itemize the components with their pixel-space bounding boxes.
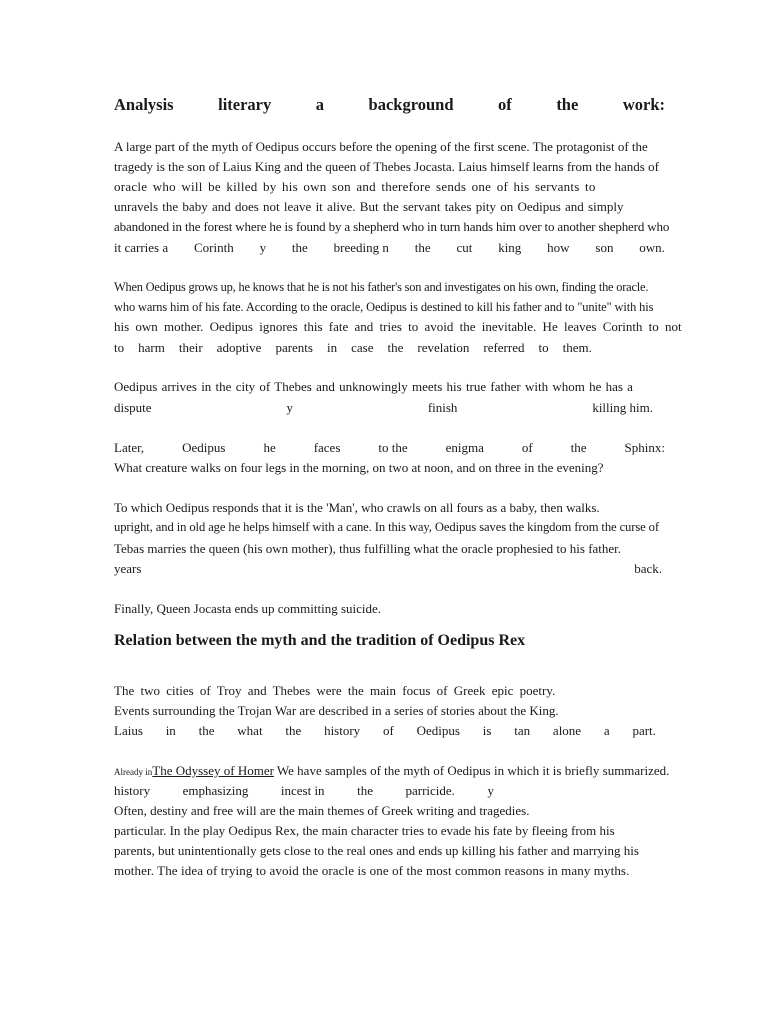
paragraph-line (114, 177, 665, 197)
line-word: in (165, 723, 176, 738)
line-word: y (487, 783, 494, 798)
line-text: Finally, Queen Jocasta ends up committing suicide. (114, 601, 382, 616)
line-word: faces (313, 440, 341, 455)
line-word: killing him. (592, 400, 653, 415)
line-word: finish (427, 400, 458, 415)
line-text: The two cities of Troy and Thebes were the main focus of Greek epic poetry. (114, 683, 556, 698)
line-text: Events surrounding the Trojan War are described in a series of stories about the King. (114, 703, 559, 718)
line-word: how (547, 240, 570, 255)
line-word: in (326, 340, 338, 355)
line-word: incest in (280, 783, 325, 798)
paragraph-line (114, 238, 665, 258)
paragraph-line (114, 721, 656, 741)
line-text: parents, but unintentionally gets close to the real ones and ends up killing his father and marrying his (114, 843, 639, 858)
line-word: history (324, 723, 361, 738)
line-text: To which Oedipus responds that it is the 'Man', who crawls on all fours as a baby, then walks. (114, 500, 600, 515)
line-text: mother. The idea of trying to avoid the oracle is one of the most common reasons in many myths. (114, 863, 630, 878)
paragraph-line (114, 681, 665, 701)
paragraph-line (114, 841, 664, 861)
line-word: Laius (114, 723, 143, 738)
paragraph-line (114, 277, 665, 297)
line-word: tan (514, 723, 531, 738)
paragraph-line (114, 137, 665, 157)
paragraph-line (114, 761, 670, 781)
line-text: tragedy is the son of Laius King and the queen of Thebes Jocasta. Laius himself learns from the hands of (114, 159, 659, 174)
paragraph-line (114, 458, 665, 478)
heading-word: of (498, 95, 512, 114)
line-word: them. (562, 340, 592, 355)
line-word: the (291, 240, 308, 255)
line-text: What creature walks on four legs in the morning, on two at noon, and on three in the evening? (114, 460, 604, 475)
line-word: Corinth (193, 240, 234, 255)
heading-word: Analysis (114, 95, 174, 114)
paragraph-line (114, 377, 665, 397)
line-word: y (286, 400, 293, 415)
heading-word: literary (218, 95, 272, 114)
heading-word: work: (622, 95, 665, 114)
line-word: case (351, 340, 374, 355)
paragraph-line (114, 801, 665, 821)
paragraph-line (114, 498, 665, 518)
line-word: adoptive (216, 340, 262, 355)
line-text: upright, and in old age he helps himself with a cane. In this way, Oedipus saves the kingdom from the curse of (114, 520, 659, 534)
line-text: When Oedipus grows up, he knows that he is not his father's son and investigates on his own, finding the oracle. (114, 280, 649, 294)
heading-word: the (556, 95, 579, 114)
line-word: revelation (417, 340, 470, 355)
line-word: to (538, 340, 549, 355)
line-word: Oedipus (182, 440, 226, 455)
line-word: the (357, 783, 373, 798)
line-word: Sphinx: (624, 440, 665, 455)
line-word: it carries a (114, 240, 169, 255)
line-word: son (595, 240, 614, 255)
line-word: own. (639, 240, 665, 255)
line-word: history (114, 783, 151, 798)
line-word: alone (552, 723, 582, 738)
line-word: breeding n (333, 240, 389, 255)
line-text: particular. In the play Oedipus Rex, the main character tries to evade his fate by fleeing from his (114, 823, 615, 838)
line-text: unravels the baby and does not leave it alive. But the servant takes pity on Oedipus and simply (114, 199, 624, 214)
paragraph-line (114, 338, 592, 358)
line-word: enigma (445, 440, 484, 455)
paragraph-line (114, 599, 665, 619)
line-word: cut (456, 240, 473, 255)
paragraph-line (114, 297, 665, 317)
line-word: referred (483, 340, 525, 355)
line-text: A large part of the myth of Oedipus occurs before the opening of the first scene. The protagonist of the (114, 139, 648, 154)
line-text: We have samples of the myth of Oedipus in which it is briefly summarized. (273, 763, 670, 778)
line-word: is (482, 723, 492, 738)
line-word: the (387, 340, 404, 355)
line-word: years (114, 561, 142, 576)
line-word: he (263, 440, 276, 455)
line-word: of (521, 440, 533, 455)
line-word: of (382, 723, 394, 738)
line-text: Tebas marries the queen (his own mother), thus fulfilling what the oracle prophesied to his father. (114, 541, 622, 556)
paragraph-line (114, 398, 653, 418)
section-heading-relation: Relation between the myth and the tradition of Oedipus Rex (114, 632, 526, 649)
section-heading-analysis (114, 93, 665, 117)
line-text: his own mother. Oedipus ignores this fate and tries to avoid the inevitable. He leaves Corinth to not (114, 319, 682, 334)
line-text: Often, destiny and free will are the main themes of Greek writing and tragedies. (114, 803, 530, 818)
paragraph-line (114, 217, 670, 237)
odyssey-link[interactable]: The Odyssey of Homer (152, 763, 274, 778)
line-word: Later, (114, 440, 145, 455)
line-word: the (285, 723, 302, 738)
small-prefix-text: Already in (114, 767, 153, 777)
line-word: the (414, 240, 431, 255)
line-word: king (498, 240, 522, 255)
paragraph-line (114, 701, 665, 721)
line-text: oracle who will be killed by his own son and therefore sends one of his servants to (114, 179, 596, 194)
line-word: the (570, 440, 587, 455)
paragraph-line (114, 517, 665, 537)
paragraph-line (114, 438, 665, 458)
line-word: parents (275, 340, 313, 355)
paragraph-line (114, 821, 660, 841)
line-word: their (178, 340, 203, 355)
line-word: y (259, 240, 267, 255)
paragraph-line (114, 559, 662, 579)
line-word: Oedipus (416, 723, 460, 738)
paragraph-line (114, 317, 682, 337)
line-word: the (198, 723, 215, 738)
line-text: Oedipus arrives in the city of Thebes and unknowingly meets his true father with whom he has a (114, 379, 633, 394)
line-word: a (603, 723, 610, 738)
line-text: abandoned in the forest where he is found by a shepherd who in turn hands him over to another shepherd who (114, 219, 670, 234)
line-word: to the (378, 440, 408, 455)
paragraph-line (114, 197, 665, 217)
heading-word: background (368, 95, 454, 114)
paragraph-line (114, 539, 665, 559)
paragraph-line (114, 157, 665, 177)
line-word: part. (632, 723, 656, 738)
line-word: parricide. (405, 783, 455, 798)
line-word: dispute (114, 400, 152, 415)
line-word: to (114, 340, 125, 355)
line-word: what (237, 723, 263, 738)
line-word: harm (138, 340, 165, 355)
line-word: back. (634, 561, 662, 576)
paragraph-line (114, 781, 494, 801)
line-text: who warns him of his fate. According to the oracle, Oedipus is destined to kill his father and to "unite" with his (114, 300, 654, 314)
paragraph-line (114, 861, 647, 881)
heading-word: a (315, 95, 325, 114)
line-word: emphasizing (182, 783, 249, 798)
